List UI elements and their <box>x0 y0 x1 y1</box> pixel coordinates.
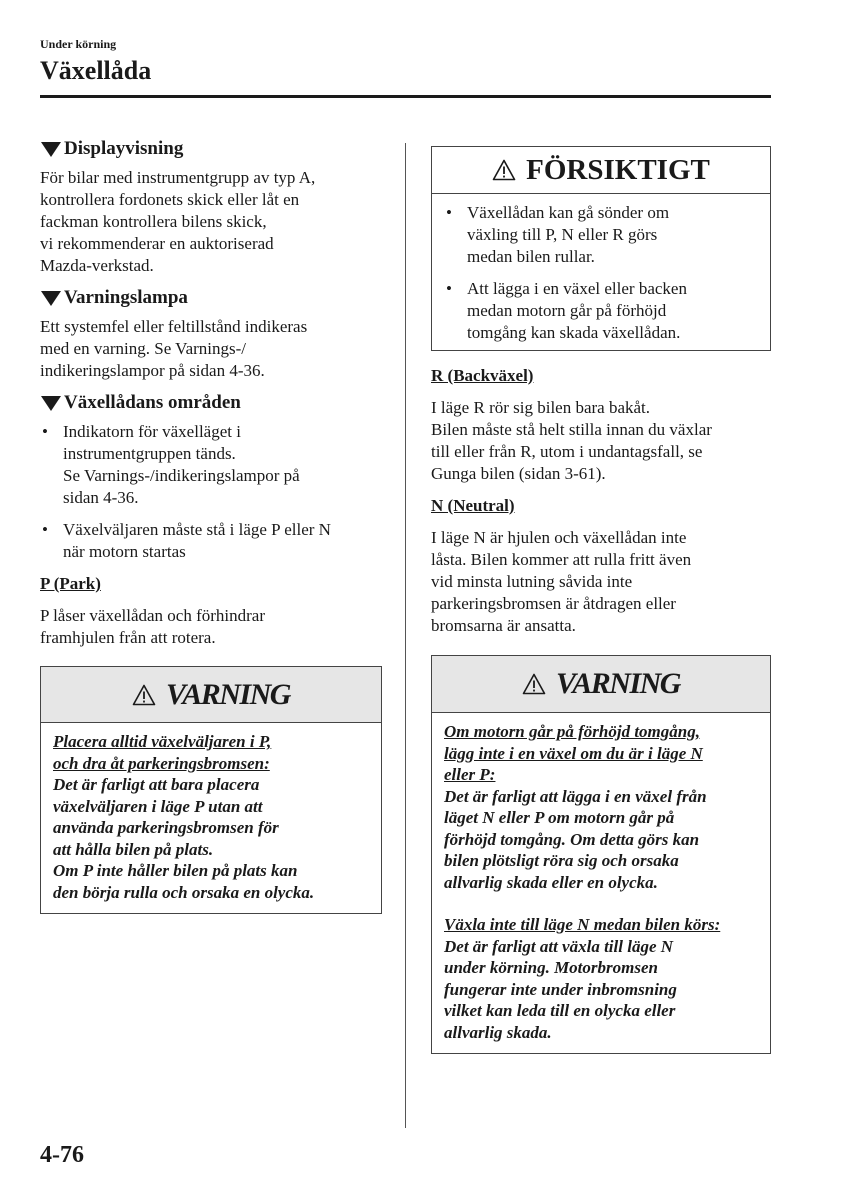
caution-title: FÖRSIKTIGT <box>526 154 710 186</box>
park-text: P låser växellådan och förhindrar framhjulen från att rotera. <box>40 606 266 647</box>
caution-header <box>432 147 770 194</box>
left-column <box>40 138 382 914</box>
park-heading: P (Park) <box>40 574 101 593</box>
lamp-heading: Varningslampa <box>40 287 382 309</box>
warning-text: Om motorn går på förhöjd tomgång, lägg inte i en växel om du är i läge N eller P: Det är farligt att lägga i en växel från läget N eller P om motorn går på förhöjd tomgång. Om detta görs kan bilen plötsligt röra sig och orsaka allvarlig skada eller en olycka. Växla inte till läge N medan bilen körs: Det är farligt att växla till läge N under körning. Motorbromsen fungerar inte under inbromsning vilket kan leda till en olycka eller allvarlig skada. <box>444 722 721 1042</box>
warning-header <box>41 667 381 723</box>
display-heading: Displayvisning <box>40 138 382 160</box>
reverse-heading: R (Backväxel) <box>431 366 534 385</box>
neutral-text: I läge N är hjulen och växellådan inte låsta. Bilen kommer att rulla fritt även vid minsta lutning såvida inte parkeringsbromsen är åtdragen eller bromsarna är ansatta. <box>431 528 692 635</box>
caution-box <box>431 146 771 351</box>
warning-triangle-icon <box>492 159 516 181</box>
reverse-text: I läge R rör sig bilen bara bakåt. Bilen måste stå helt stilla innan du växlar till eller från R, utom i undantagsfall, se Gunga bilen (sidan 3-61). <box>431 398 712 483</box>
list-item: • Växellådan kan gå sönder om växling till P, N eller R görs medan bilen rullar. <box>444 202 756 268</box>
caution-list <box>444 202 756 344</box>
list-item: • Att lägga i en växel eller backen medan motorn går på förhöjd tomgång kan skada växellådan. <box>444 278 756 344</box>
header-rule <box>40 95 771 98</box>
caution-text <box>432 194 770 350</box>
warning-box <box>40 666 382 914</box>
lamp-text: Ett systemfel eller feltillstånd indikeras med en varning. Se Varnings-/ indikeringslampor på sidan 4-36. <box>40 317 308 380</box>
warning-text: Placera alltid växelväljaren i P, och dra åt parkeringsbromsen: Det är farligt att bara placera växelväljaren i läge P utan att använda parkeringsbromsen för att hålla bilen på plats. Om P inte håller bilen på plats kan den börja rulla och orsaka en olycka. <box>53 732 315 902</box>
display-text: För bilar med instrumentgrupp av typ A, kontrollera fordonets skick eller låt en fackman kontrollera bilens skick, vi rekommenderar en auktoriserad Mazda-verkstad. <box>40 168 316 275</box>
warning-triangle-icon <box>132 684 156 706</box>
list-item: • Växelväljaren måste stå i läge P eller N när motorn startas <box>40 519 382 563</box>
page-number: 4-76 <box>40 1142 84 1168</box>
triangle-bullet-icon <box>41 291 61 306</box>
areas-list <box>40 421 382 563</box>
column-divider <box>405 143 406 1128</box>
warning-box <box>431 655 771 1054</box>
right-column <box>431 146 771 1054</box>
neutral-heading: N (Neutral) <box>431 496 515 515</box>
triangle-bullet-icon <box>41 396 61 411</box>
warning-title: VARNING <box>556 667 680 700</box>
warning-title: VARNING <box>166 677 290 711</box>
triangle-bullet-icon <box>41 142 61 157</box>
list-item: • Indikatorn för växelläget i instrumentgruppen tänds. Se Varnings-/indikeringslampor på sidan 4-36. <box>40 421 382 509</box>
warning-header <box>432 656 770 713</box>
warning-triangle-icon <box>522 673 546 695</box>
section-label: Under körning <box>40 37 117 51</box>
page-title: Växellåda <box>40 56 152 85</box>
areas-heading: Växellådans områden <box>40 392 382 414</box>
